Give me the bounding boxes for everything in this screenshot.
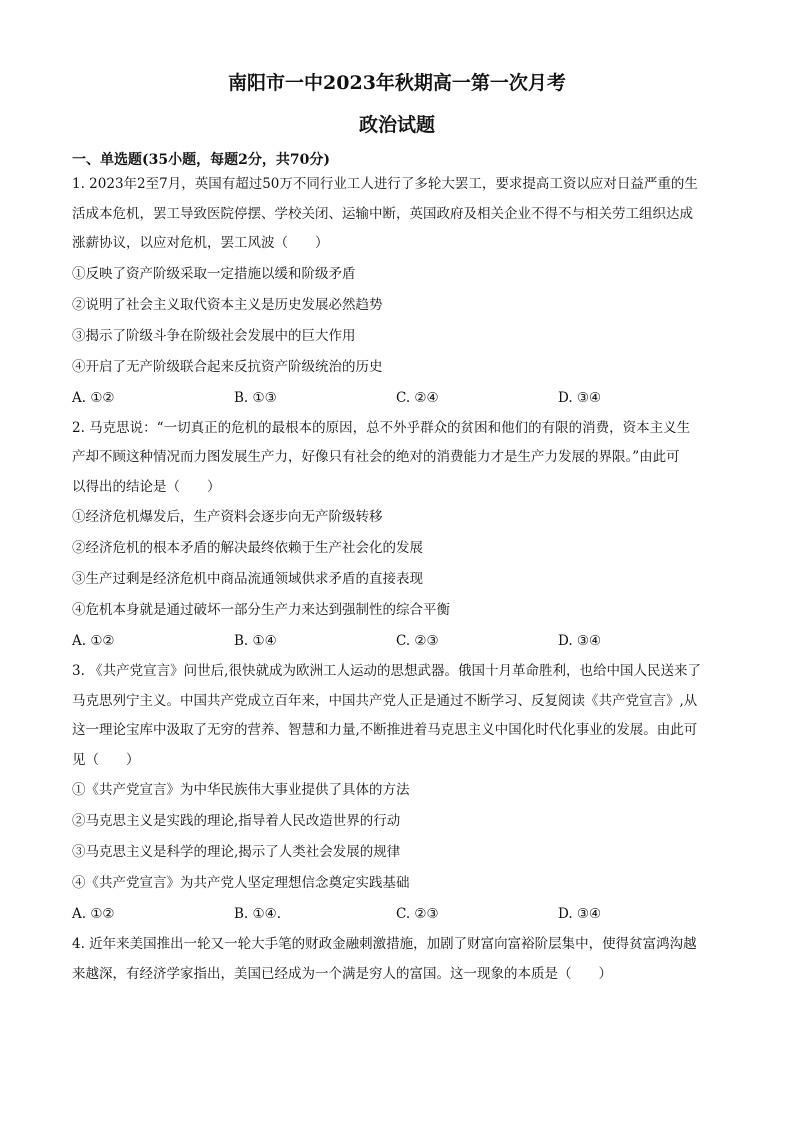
answer-choice: A. ①② [72,633,115,649]
statement-option: ④开启了无产阶级联合起来反抗资产阶级统治的历史 [72,358,383,375]
answer-choice: C. ②④ [396,389,439,406]
question-2 [72,414,722,658]
question-1 [72,170,722,414]
statement-option: ②说明了社会主义取代资本主义是历史发展必然趋势 [72,296,383,313]
answer-choice: D. ③④ [558,389,602,406]
statement-option: ①反映了资产阶级采取一定措施以缓和阶级矛盾 [72,265,356,282]
question-text-line: 来越深，有经济学家指出，美国已经成为一个满是穷人的富国。这一现象的本质是（ ） [72,965,612,982]
answer-choices [72,626,722,657]
answer-choice: D. ③④ [558,633,602,649]
question-text-line: 产却不顾这种情况而力图发展生产力，好像只有社会的绝对的消费能力才是生产力发展的界限。”由此可 [72,449,680,465]
statement-option: ③生产过剩是经济危机中商品流通领域供求矛盾的直接表现 [72,571,423,587]
answer-choice: C. ②③ [396,906,439,922]
statement-option: ④《共产党宣言》为共产党人坚定理想信念奠定实践基础 [72,875,410,891]
answer-choice: C. ②③ [396,633,439,649]
answer-choice: A. ①② [72,906,115,922]
answer-choices [72,899,722,930]
question-text-line: 涨薪协议，以应对危机，罢工风波（ ） [72,235,329,251]
question-text-line: 见（ ） [72,751,140,768]
statement-option: ②马克思主义是实践的理论,指导着人民改造世界的行动 [72,813,401,829]
question-3 [72,657,722,930]
question-text-line: 活成本危机，罢工导致医院停摆、学校关闭、运输中断，英国政府及相关企业不得不与相关劳工组织达成 [72,205,693,222]
answer-choice: A. ①② [72,389,115,406]
statement-option: ①《共产党宣言》为中华民族伟大事业提供了具体的方法 [72,782,410,798]
statement-option: ①经济危机爆发后，生产资料会逐步向无产阶级转移 [72,509,383,525]
question-text-line: 2. 马克思说：“一切真正的危机的最根本的原因，总不外乎群众的贫困和他们的有限的消费，资本主义生 [72,419,691,436]
answer-choice: B. ①④. [234,906,281,922]
question-text-line: 4. 近年来美国推出一轮又一轮大手笔的财政金融刺激措施，加剧了财富向富裕阶层集中，使得贫富鸿沟越 [72,936,697,952]
question-list [72,170,722,989]
question-text-line: 马克思列宁主义。中国共产党成立百年来，中国共产党人正是通过不断学习、反复阅读《共产党宣言》,从 [72,692,698,709]
question-text-line: 这一理论宝库中汲取了无穷的营养、智慧和力量,不断推进着马克思主义中国化时代化事业的发展。由此可 [72,722,698,738]
answer-choice: D. ③④ [558,906,602,922]
statement-option: ③揭示了阶级斗争在阶级社会发展中的巨大作用 [72,327,356,344]
answer-choice: B. ①③ [234,389,277,406]
section-heading: 一、单选题(35小题，每题2分，共70分) [72,152,330,168]
question-text-line: 3. 《共产党宣言》问世后,很快就成为欧洲工人运动的思想武器。俄国十月革命胜利，也给中国人民送来了 [72,663,701,679]
statement-option: ④危机本身就是通过破坏一部分生产力来达到强制性的综合平衡 [72,602,450,618]
exam-title: 南阳市一中2023年秋期高一第一次月考 [228,72,566,94]
statement-option: ③马克思主义是科学的理论,揭示了人类社会发展的规律 [72,844,401,860]
question-4 [72,930,722,989]
question-text-line: 以得出的结论是（ ） [72,478,221,495]
statement-option: ②经济危机的根本矛盾的解决最终依赖于生产社会化的发展 [72,540,423,556]
answer-choice: B. ①④ [234,633,277,649]
question-text-line: 1. 2023年2至7月，英国有超过50万不同行业工人进行了多轮大罢工，要求提高工资以应对日益严重的生 [72,176,698,192]
exam-subtitle: 政治试题 [358,114,435,136]
answer-choices [72,383,722,414]
